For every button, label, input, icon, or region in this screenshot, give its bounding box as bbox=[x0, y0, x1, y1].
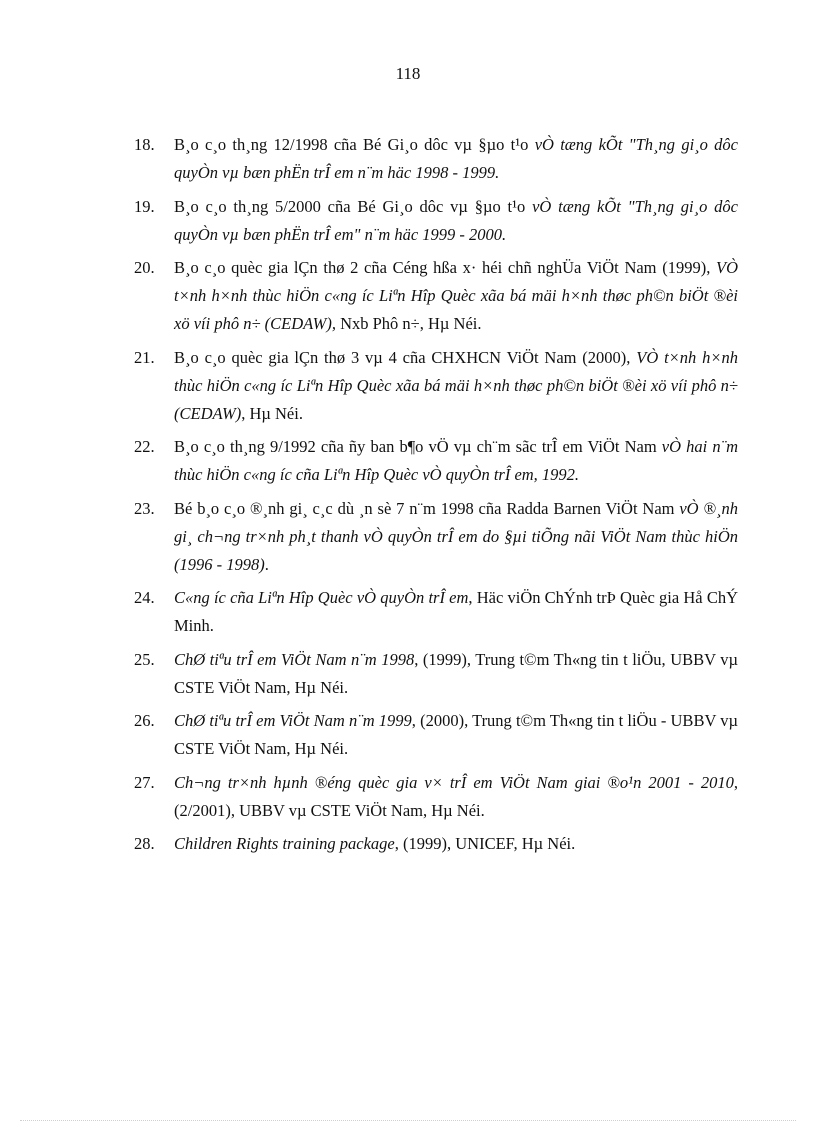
reference-text-segment: Bé b¸o c¸o ®¸nh gi¸ c¸c dù ¸n sè 7 n¨m 1998 cña Radda Barnen ViÖt Nam bbox=[174, 498, 680, 518]
reference-text-segment: , (1999), Trung t©m Th«ng tin t liÖu, UBBV vµ CSTE ViÖt Nam, Hµ Néi. bbox=[174, 649, 739, 697]
reference-text bbox=[174, 773, 738, 820]
reference-text bbox=[174, 348, 738, 423]
page-number: 118 bbox=[395, 64, 421, 83]
reference-text-segment: Nxb Phô n÷, Hµ Néi. bbox=[335, 314, 482, 333]
reference-number: 27. bbox=[134, 772, 155, 792]
reference-text bbox=[174, 135, 738, 182]
reference-text-segment: . bbox=[264, 554, 269, 574]
reference-title-italic: Children Rights training package bbox=[174, 834, 395, 853]
reference-item bbox=[134, 344, 738, 428]
reference-text bbox=[174, 437, 738, 484]
reference-item bbox=[134, 769, 738, 825]
reference-title-italic: VÒ t×nh h×nh thùc hiÖn c«ng íc Liªn Hîp Quèc xãa bá mäi h×nh thøc ph©n biÖt ®èi xö víi phô n÷ (CEDAW) bbox=[174, 347, 738, 423]
reference-text-segment: B¸o c¸o quèc gia lÇn thø 3 vµ 4 cña CHXHCN ViÖt Nam (2000), bbox=[174, 347, 637, 367]
reference-item bbox=[134, 254, 738, 338]
reference-number: 20. bbox=[134, 258, 155, 277]
reference-text-segment: B¸o c¸o th¸ng 5/2000 cña Bé Gi¸o dôc vµ §µo t¹o bbox=[174, 196, 533, 216]
reference-item bbox=[134, 131, 738, 187]
reference-text-segment: , (2/2001), UBBV vµ CSTE ViÖt Nam, Hµ Néi. bbox=[174, 772, 738, 820]
reference-text bbox=[174, 650, 738, 697]
reference-item bbox=[134, 433, 738, 489]
reference-item bbox=[134, 830, 738, 858]
reference-text-segment: , (1999), UNICEF, Hµ Néi. bbox=[394, 834, 576, 853]
reference-title-italic: ChØ tiªu trÎ em ViÖt Nam n¨m 1999 bbox=[174, 711, 412, 730]
reference-text-segment: , Hµ Néi. bbox=[241, 403, 303, 423]
reference-title-italic: VÒ t×nh h×nh thùc hiÖn c«ng íc Liªn Hîp Quèc xãa bá mäi h×nh thøc ph©n biÖt ®èi xö víi phô n÷ (CEDAW), bbox=[174, 258, 738, 333]
reference-number: 28. bbox=[134, 834, 155, 853]
reference-text bbox=[174, 258, 738, 333]
reference-item bbox=[134, 707, 738, 763]
reference-text bbox=[174, 588, 738, 635]
reference-text-segment: B¸o c¸o th¸ng 12/1998 cña Bé Gi¸o dôc vµ §µo t¹o bbox=[174, 135, 535, 154]
reference-text-segment: , (2000), Trung t©m Th«ng tin t liÖu - UBBV vµ CSTE ViÖt Nam, Hµ Néi. bbox=[174, 711, 738, 758]
reference-number: 19. bbox=[134, 196, 155, 216]
reference-item bbox=[134, 193, 738, 249]
reference-title-italic: vÒ tæng kÕt "Th¸ng gi¸o dôc quyÒn vµ bæn phËn trÎ em" n¨m häc 1999 - 2000. bbox=[174, 196, 739, 244]
reference-number: 22. bbox=[134, 437, 155, 456]
reference-number: 21. bbox=[134, 347, 155, 367]
reference-text bbox=[174, 834, 575, 853]
reference-text bbox=[174, 197, 738, 244]
reference-text bbox=[174, 711, 738, 758]
reference-title-italic: vÒ hai n¨m thùc hiÖn c«ng íc cña Liªn Hîp Quèc vÒ quyÒn trÎ em, 1992. bbox=[174, 437, 738, 484]
reference-text-segment: , Häc viÖn ChÝnh trÞ Quèc gia Hå ChÝ Minh. bbox=[174, 588, 738, 635]
reference-title-italic: vÒ tæng kÕt "Th¸ng gi¸o dôc quyÒn vµ bæn phËn trÎ em n¨m häc 1998 - 1999. bbox=[174, 135, 739, 182]
reference-title-italic: Ch¬ng tr×nh hµnh ®éng quèc gia v× trÎ em ViÖt Nam giai ®o¹n 2001 - 2010 bbox=[174, 772, 734, 792]
reference-number: 18. bbox=[134, 135, 155, 154]
reference-item bbox=[134, 495, 738, 579]
reference-number: 26. bbox=[134, 711, 155, 730]
reference-number: 23. bbox=[134, 498, 155, 518]
reference-title-italic: vÒ ®¸nh gi¸ ch¬ng tr×nh ph¸t thanh vÒ quyÒn trÎ em do §µi tiÕng nãi ViÖt Nam thùc hiÖn (1996 - 1998) bbox=[174, 498, 738, 574]
reference-number: 25. bbox=[134, 649, 155, 669]
reference-title-italic: C«ng íc cña Liªn Hîp Quèc vÒ quyÒn trÎ em bbox=[174, 588, 469, 607]
reference-text-segment: B¸o c¸o quèc gia lÇn thø 2 cña Céng hßa x· héi chñ nghÜa ViÖt Nam (1999), bbox=[174, 258, 716, 277]
reference-item bbox=[134, 584, 738, 640]
reference-text bbox=[174, 499, 738, 574]
reference-title-italic: ChØ tiªu trÎ em ViÖt Nam n¨m 1998 bbox=[174, 649, 415, 669]
reference-number: 24. bbox=[134, 588, 155, 607]
reference-text-segment: B¸o c¸o th¸ng 9/1992 cña ñy ban b¶o vÖ vµ ch¨m sãc trÎ em ViÖt Nam bbox=[174, 437, 662, 456]
page-bottom-rule bbox=[20, 1120, 796, 1121]
reference-item bbox=[134, 646, 738, 702]
reference-list bbox=[134, 131, 738, 864]
